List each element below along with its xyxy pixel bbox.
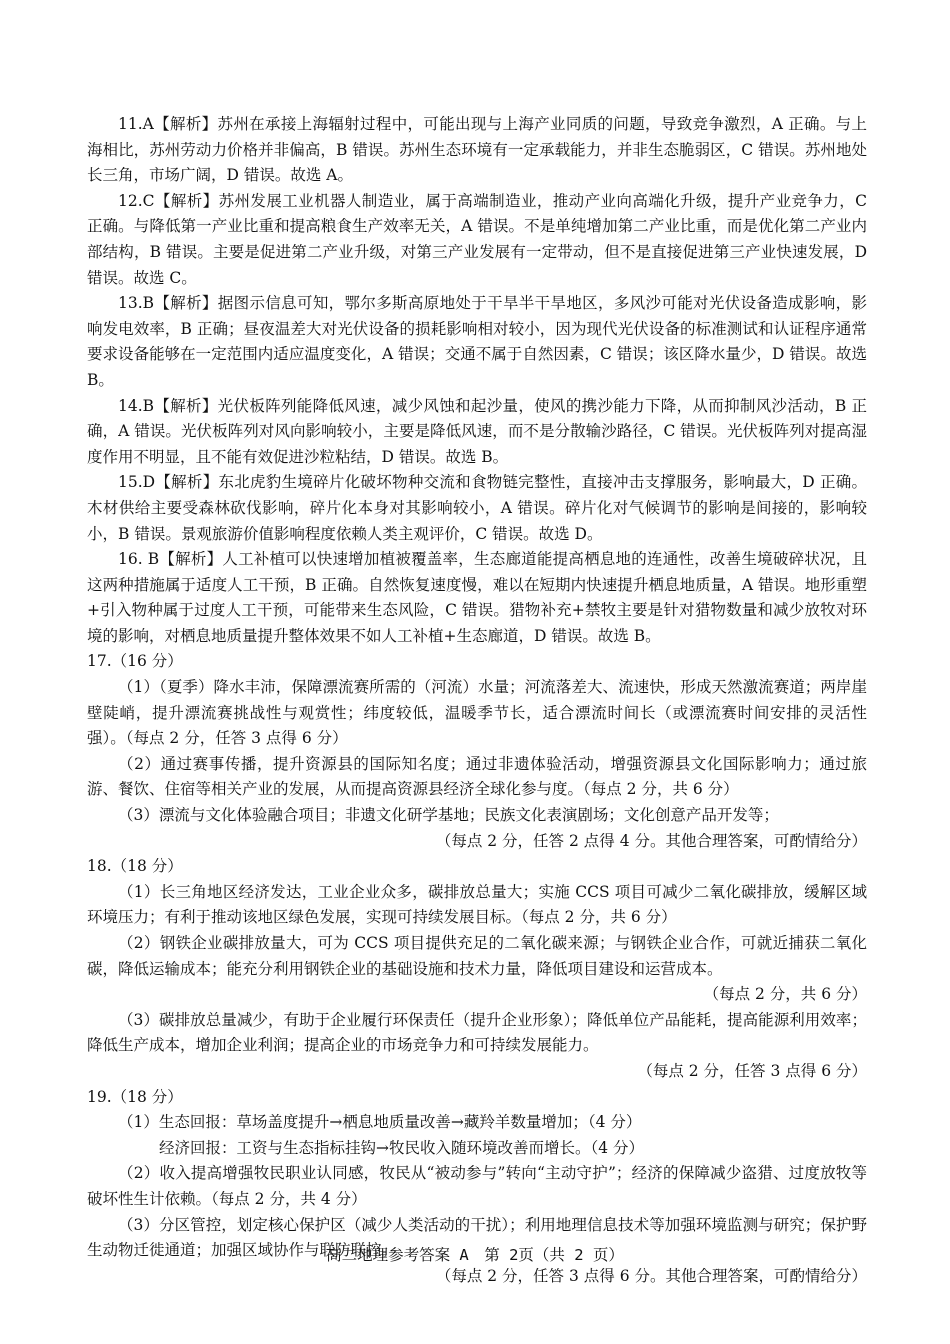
answer-12: 12.C【解析】苏州发展工业机器人制造业，属于高端制造业，推动产业向高端化升级，提升产业竞争力，C 正确。与降低第一产业比重和提高粮食生产效率无关，A 错误。不是单纯增加第二产业比重，而是优化第二产业内部结构，B 错误。主要是促进第二产业升级，对第三产业发展有一定带动，但不是直接促进第三产业快速发展，D 错误。故选 C。 (87, 191, 867, 287)
scoring-note-19-3: （每点 2 分，任答 3 点得 6 分。其他合理答案，可酌情给分） (435, 1266, 867, 1285)
scoring-note-18-3: （每点 2 分，任答 3 点得 6 分） (637, 1061, 867, 1080)
answer-19-1-ecology: （1）生态回报：草场盖度提升→栖息地质量改善→藏羚羊数量增加；（4 分） (118, 1113, 642, 1132)
answer-16: 16. B【解析】人工补植可以快速增加植被覆盖率，生态廊道能提高栖息地的连通性，改善生境破碎状况，且这两种措施属于适度人工干预，B 正确。自然恢复速度慢，难以在短期内快速提升栖息地质量，A 错误。地形重塑+引入物种属于过度人工干预，可能带来生态风险，C 错误。猎物补充+禁牧主要是针对猎物数量和减少放牧对环境的影响，对栖息地质量提升整体效果不如人工补植+生态廊道，D 错误。故选 B。 (87, 550, 867, 645)
scoring-note-17-3: （每点 2 分，任答 2 点得 4 分。其他合理答案，可酌情给分） (435, 831, 867, 850)
page-footer: 高二地理参考答案 A 第 2页（共 2 页） (326, 1246, 624, 1264)
answer-17-3: （3）漂流与文化体验融合项目；非遗文化研学基地；民族文化表演剧场；文化创意产品开发等； (118, 806, 779, 825)
scoring-note-18-2: （每点 2 分，共 6 分） (703, 985, 867, 1004)
question-18-heading: 18.（18 分） (87, 857, 183, 876)
answer-17-1: （1）（夏季）降水丰沛，保障漂流赛所需的（河流）水量；河流落差大、流速快，形成天然激流赛道；两岸崖壁陡峭，提升漂流赛挑战性与观赏性；纬度较低，温暖季节长，适合漂流时间长（或漂流赛时间安排的灵活性强）。（每点 2 分，任答 3 点得 6 分） (87, 678, 867, 748)
answer-19-1-economy: 经济回报：工资与生态指标挂钩→牧民收入随环境改善而增长。（4 分） (159, 1138, 645, 1157)
answer-14: 14.B【解析】光伏板阵列能降低风速，减少风蚀和起沙量，使风的携沙能力下降，从而抑制风沙活动，B 正确，A 错误。光伏板阵列对风向影响较小，主要是降低风速，而不是分散输沙路径，C 错误。光伏板阵列对提高湿度作用不明显，且不能有效促进沙粒粘结，D 错误。故选 B。 (87, 396, 867, 466)
answer-19-2: （2）收入提高增强牧民职业认同感，牧民从“被动参与”转向“主动守护”；经济的保障减少盗猎、过度放牧等破坏性生计依赖。（每点 2 分，共 4 分） (87, 1164, 867, 1208)
answer-17-2: （2）通过赛事传播，提升资源县的国际知名度；通过非遗体验活动，增强资源县文化国际影响力；通过旅游、餐饮、住宿等相关产业的发展，从而提高资源县经济全球化参与度。（每点 2 分，共 6 分） (87, 754, 867, 799)
question-17-heading: 17.（16 分） (87, 652, 183, 671)
answer-19-3: （3）分区管控，划定核心保护区（减少人类活动的干扰）；利用地理信息技术等加强环境监测与研究；保护野生动物迁徙通道；加强区域协作与联防联控。 (87, 1215, 867, 1260)
answer-11: 11.A【解析】苏州在承接上海辐射过程中，可能出现与上海产业同质的问题，导致竞争激烈，A 正确。与上海相比，苏州劳动力价格并非偏高，B 错误。苏州生态环境有一定承载能力，并非生态脆弱区，C 错误。苏州地处长三角，市场广阔，D 错误。故选 A。 (87, 115, 867, 185)
answer-15: 15.D【解析】东北虎豹生境碎片化破坏物种交流和食物链完整性，直接冲击支撑服务，影响最大，D 正确。木材供给主要受森林砍伐影响，碎片化本身对其影响较小，A 错误。碎片化对气候调节的影响是间接的，影响较小，B 错误。景观旅游价值影响程度依赖人类主观评价，C 错误。故选 D。 (87, 473, 867, 543)
answer-18-3: （3）碳排放总量减少，有助于企业履行环保责任（提升企业形象）；降低单位产品能耗，提高能源利用效率；降低生产成本，增加企业利润；提高企业的市场竞争力和可持续发展能力。 (87, 1010, 867, 1055)
question-19-heading: 19.（18 分） (87, 1087, 183, 1106)
answer-18-2: （2）钢铁企业碳排放量大，可为 CCS 项目提供充足的二氧化碳来源；与钢铁企业合作，可就近捕获二氧化碳，降低运输成本；能充分利用钢铁企业的基础设施和技术力量，降低项目建设和运营成本。 (87, 934, 867, 978)
answer-18-1: （1）长三角地区经济发达，工业企业众多，碳排放总量大；实施 CCS 项目可减少二氧化碳排放，缓解区域环境压力；有利于推动该地区绿色发展，实现可持续发展目标。（每点 2 分，共 6 分） (87, 882, 867, 927)
answer-document (87, 112, 867, 1289)
answer-13: 13.B【解析】据图示信息可知，鄂尔多斯高原地处于干旱半干旱地区，多风沙可能对光伏设备造成影响，影响发电效率，B 正确；昼夜温差大对光伏设备的损耗影响相对较小，因为现代光伏设备的标准测试和认证程序通常要求设备能够在一定范围内适应温度变化，A 错误；交通不属于自然因素，C 错误；该区降水量少，D 错误。故选 B。 (87, 294, 867, 389)
